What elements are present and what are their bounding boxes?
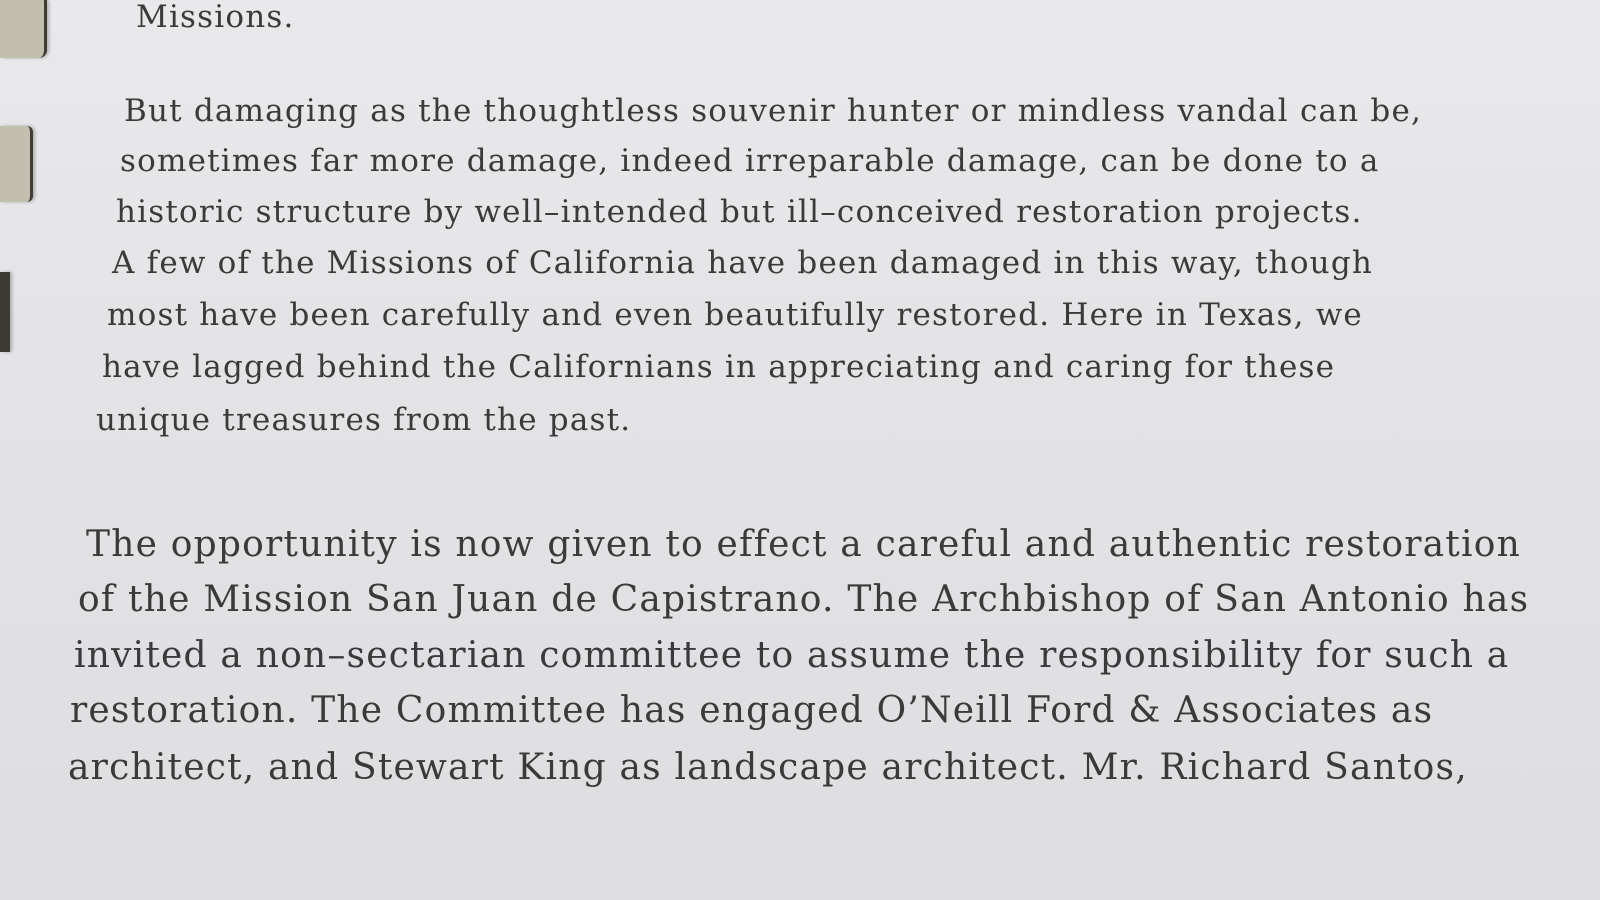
text-line: sometimes far more damage, indeed irreparable damage, can be done to a	[120, 143, 1380, 179]
text-line: of the Mission San Juan de Capistrano. The Archbishop of San Antonio has	[78, 579, 1530, 620]
text-line: Missions.	[136, 0, 295, 35]
text-line: architect, and Stewart King as landscape architect. Mr. Richard Santos,	[68, 747, 1468, 788]
text-line: have lagged behind the Californians in appreciating and caring for these	[102, 349, 1336, 385]
text-line: A few of the Missions of California have been damaged in this way, though	[112, 245, 1374, 281]
text-line: historic structure by well–intended but ill–conceived restoration projects.	[116, 194, 1363, 230]
text-line: invited a non–sectarian committee to assume the responsibility for such a	[74, 635, 1510, 676]
text-line: The opportunity is now given to effect a careful and authentic restoration	[86, 524, 1521, 565]
text-line: most have been carefully and even beautifully restored. Here in Texas, we	[107, 297, 1363, 333]
text-line: unique treasures from the past.	[96, 402, 632, 438]
text-line: But damaging as the thoughtless souvenir hunter or mindless vandal can be,	[124, 93, 1423, 129]
text-line: restoration. The Committee has engaged O’Neill Ford & Associates as	[70, 690, 1434, 731]
